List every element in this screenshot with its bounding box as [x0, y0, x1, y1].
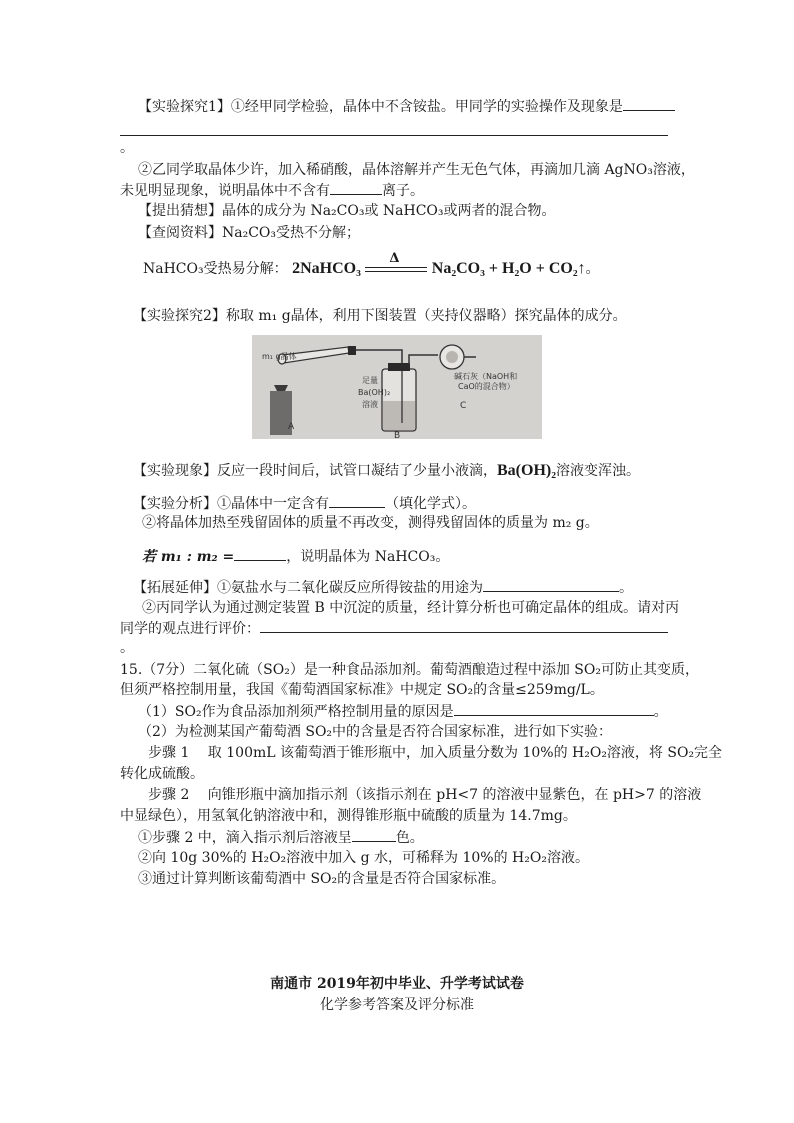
- extend-eval-label: 同学的观点进行评价：: [120, 621, 260, 637]
- q15-step2: 步骤 2 向锥形瓶中滴加指示剂（该指示剂在 pH<7 的溶液中显紫色，在 pH>7 的溶液: [148, 787, 702, 803]
- stopper-a: [348, 346, 356, 355]
- q15-line3: [138, 701, 668, 722]
- exp1-line1: [138, 96, 675, 117]
- q15-sub1-text: ①步骤 2 中，滴入指示剂后溶液呈: [138, 830, 352, 846]
- exp1-line2-end: 。: [120, 140, 134, 156]
- q15-q1-end: 。: [653, 704, 668, 720]
- q15-q1-text: （1）SO₂作为食品添加剂须严格控制用量的原因是: [138, 704, 454, 720]
- exp1-line4-text: 未见明显现象，说明晶体中不含有: [120, 183, 330, 199]
- eq-left: 2NaHCO₃: [292, 260, 361, 277]
- q15-step2-cont: 中显绿色），用氢氧化钠溶液中和，测得锥形瓶中硫酸的质量为 14.7mg。: [120, 808, 577, 824]
- exp1-line4: [120, 180, 424, 201]
- apparatus-diagram: [252, 335, 542, 439]
- exp1-line4-suffix: 离子。: [382, 183, 424, 199]
- fig-label-crystal: m₁ g晶体: [262, 352, 297, 361]
- q15-sub1: [138, 827, 424, 848]
- answer-key-title: 南通市 2019年初中毕业、升学考试试卷: [270, 976, 524, 992]
- fig-label-lime2: CaO的混合物）: [458, 382, 515, 391]
- exp1-text: 【实验探究1】①经甲同学检验，晶体中不含铵盐。甲同学的实验操作及现象是: [138, 99, 623, 115]
- exp2-line: 【实验探究2】称取 m₁ g晶体，利用下图装置（夹持仪器略）探究晶体的成分。: [133, 308, 627, 324]
- ratio-expression: 若 m₁ : m₂ =: [142, 549, 235, 565]
- eq-right: Na₂CO₃ + H₂O + CO₂↑: [431, 260, 586, 277]
- phenomenon-line: [133, 461, 640, 481]
- extend-text: 【拓展延伸】①氨盐水与二氧化碳反应所得铵盐的用途为: [133, 580, 483, 596]
- q15-line1: 15.（7分）二氧化硫（SO₂）是一种食品添加剂。葡萄酒酿造过程中添加 SO₂可防止其变质，: [120, 662, 699, 678]
- apparatus-figure: [252, 335, 542, 439]
- analysis-hint: （填化学式）。: [385, 496, 476, 512]
- guess-line: 【提出猜想】晶体的成分为 Na₂CO₃或 NaHCO₃或两者的混合物。: [138, 203, 556, 219]
- fig-label-lime: 碱石灰（NaOH和: [454, 372, 518, 381]
- answer-blank[interactable]: [352, 827, 396, 842]
- q15-sub2: ②向 10g 30%的 H₂O₂溶液中加入 g 水，可稀释为 10%的 H₂O₂溶液。: [138, 850, 589, 866]
- analysis-conclusion: ，说明晶体为 NaHCO₃。: [286, 549, 450, 565]
- info-eq-prefix: NaHCO₃受热易分解：: [143, 261, 288, 277]
- q15-step1: 步骤 1 取 100mL 该葡萄酒于锥形瓶中，加入质量分数为 10%的 H₂O₂溶液，将 SO₂完全: [148, 745, 723, 761]
- extend-end: 。: [619, 580, 633, 596]
- fig-label-baoh: Ba(OH)₂: [358, 388, 391, 397]
- answer-line[interactable]: [120, 135, 668, 136]
- answer-blank[interactable]: [454, 701, 654, 716]
- eq-end: 。: [585, 261, 600, 277]
- extend-line4: 。: [120, 640, 134, 656]
- answer-blank[interactable]: [234, 546, 286, 561]
- fig-label-a: A: [288, 422, 295, 432]
- fig-label-b: B: [394, 431, 401, 439]
- q15-sub3: ③通过计算判断该葡萄酒中 SO₂的含量是否符合国家标准。: [138, 871, 506, 887]
- fig-label-bottle: 足量: [362, 376, 378, 385]
- analysis-line3: [142, 546, 449, 567]
- eq-arrow: [365, 251, 427, 279]
- eq-condition: Δ: [389, 251, 400, 266]
- extend-line1: [133, 577, 633, 598]
- analysis-line2: ②将晶体加热至残留固体的质量不再改变，测得残留固体的质量为 m₂ g。: [142, 515, 599, 531]
- answer-blank[interactable]: [329, 493, 385, 508]
- analysis-text: 【实验分析】①晶体中一定含有: [133, 496, 329, 512]
- answer-blank[interactable]: [483, 577, 619, 592]
- answer-blank[interactable]: [260, 618, 668, 633]
- phenomenon-result: 溶液变浑浊。: [556, 463, 641, 479]
- info-equation: [143, 251, 600, 279]
- q15-sub1-end: 色。: [395, 830, 424, 846]
- analysis-line1: [133, 493, 476, 514]
- exp1-line3: ②乙同学取晶体少许，加入稀硝酸，晶体溶解并产生无色气体，再滴加几滴 AgNO₃溶液，: [138, 162, 695, 178]
- answer-blank[interactable]: [623, 96, 675, 111]
- fig-label-solution: 溶液: [362, 400, 378, 409]
- fig-label-c: C: [460, 401, 467, 411]
- q15-line4: （2）为检测某国产葡萄酒 SO₂中的含量是否符合国家标准，进行如下实验：: [138, 724, 613, 740]
- answer-blank[interactable]: [330, 180, 382, 195]
- info-line1: 【查阅资料】Na₂CO₃受热不分解；: [138, 225, 361, 241]
- phenomenon-formula: Ba(OH)₂: [497, 462, 557, 479]
- extend-line2: ②丙同学认为通过测定装置 B 中沉淀的质量，经计算分析也可确定晶体的组成。请对丙: [142, 600, 680, 616]
- phenomenon-text: 【实验现象】反应一段时间后，试管口凝结了少量小液滴，: [133, 463, 497, 479]
- liquid: [383, 401, 415, 430]
- burner: [274, 385, 288, 391]
- q15-line2: 但须严格控制用量，我国《葡萄酒国家标准》中规定 SO₂的含量≤259mg/L。: [120, 682, 604, 698]
- extend-line3: [120, 618, 668, 639]
- answer-key-subtitle: 化学参考答案及评分标准: [320, 997, 474, 1013]
- q15-step1-cont: 转化成硫酸。: [120, 766, 204, 782]
